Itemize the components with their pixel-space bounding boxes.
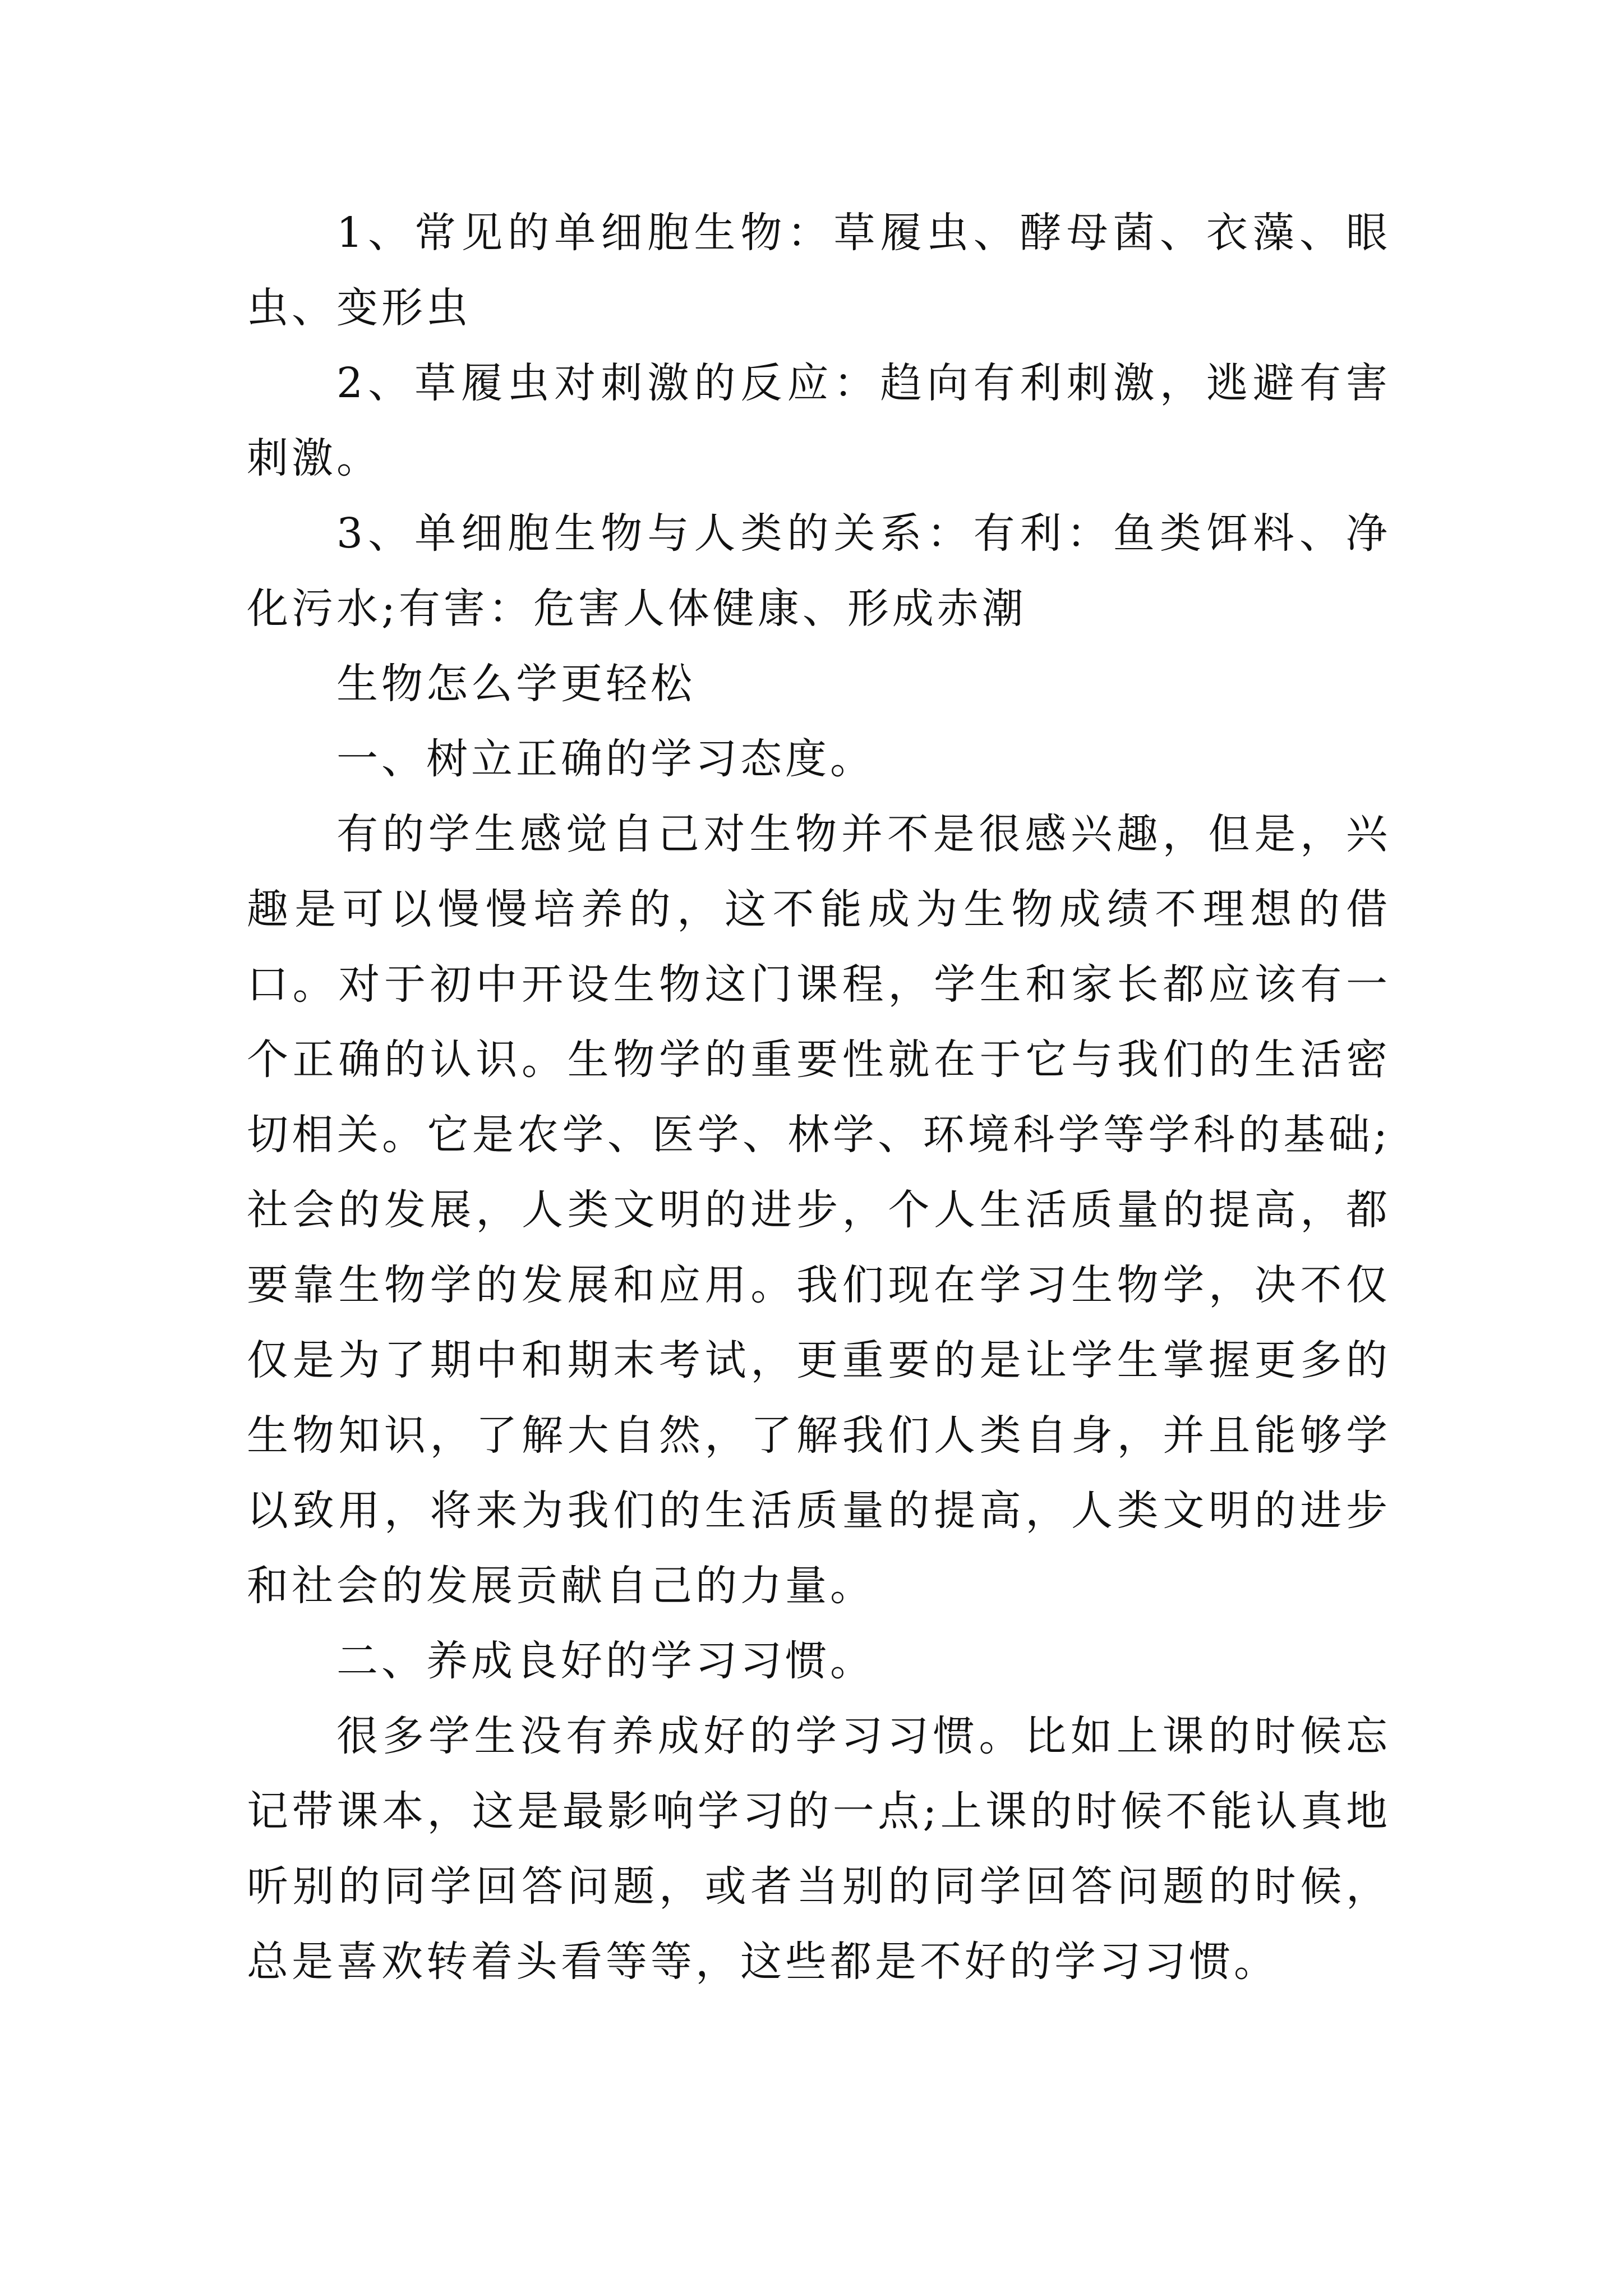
document-body [247, 195, 1391, 1999]
paragraph-paramecium-response: 2、草履虫对刺激的反应：趋向有利刺激，逃避有害刺激。 [247, 359, 1391, 482]
paragraph-human-relation: 3、单细胞生物与人类的关系：有利：鱼类饵料、净化污水;有害：危害人体健康、形成赤潮 [247, 509, 1391, 633]
subheading-attitude: 一、树立正确的学习态度。 [336, 735, 875, 783]
section-heading-how-to-learn: 生物怎么学更轻松 [336, 660, 695, 708]
paragraph-attitude: 有的学生感觉自己对生物并不是很感兴趣，但是，兴趣是可以慢慢培养的，这不能成为生物成绩不理想的借口。对于初中开设生物这门课程，学生和家长都应该有一个正确的认识。生物学的重要性就在于它与我们的生活密切相关。它是农学、医学、林学、环境科学等学科的基础;社会的发展，人类文明的进步，个人生活质量的提高，都要靠生物学的发展和应用。我们现在学习生物学，决不仅仅是为了期中和期末考试，更重要的是让学生掌握更多的生物知识，了解大自然，了解我们人类自身，并且能够学以致用，将来为我们的生活质量的提高，人类文明的进步和社会的发展贡献自己的力量。 [247, 810, 1391, 1610]
paragraph-unicellular-examples: 1、常见的单细胞生物：草履虫、酵母菌、衣藻、眼虫、变形虫 [247, 209, 1391, 332]
paragraph-habits: 很多学生没有养成好的学习习惯。比如上课的时候忘记带课本，这是最影响学习的一点;上课的时候不能认真地听别的同学回答问题，或者当别的同学回答问题的时候，总是喜欢转着头看等等，这些都是不好的学习习惯。 [247, 1712, 1391, 1986]
subheading-habits: 二、养成良好的学习习惯。 [336, 1637, 875, 1685]
